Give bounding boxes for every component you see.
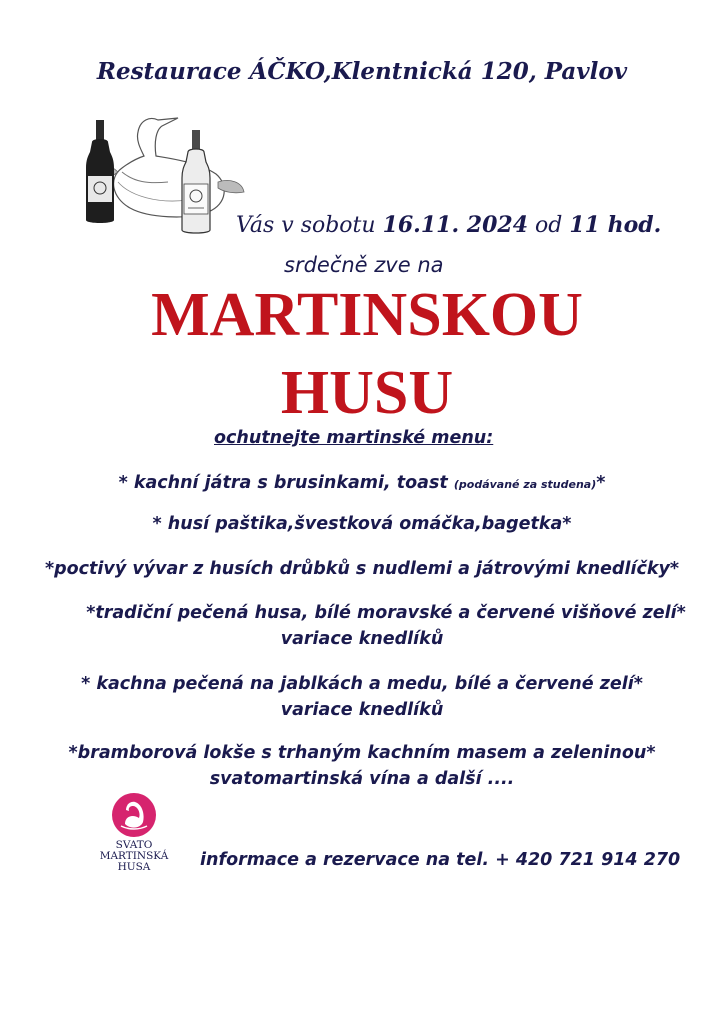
menu-item-pate: * husí paštika,švestková omáčka,bagetka* <box>152 514 572 534</box>
menu-item-liver-text: * kachní játra s brusinkami, toast <box>118 473 454 493</box>
event-title-line1: MARTINSKOU <box>151 281 583 349</box>
menu-item-roast-goose-sides: variace knedlíků <box>280 629 444 649</box>
swan-logo-icon <box>111 792 157 838</box>
menu-item-wines: svatomartinská vína a další .... <box>209 769 515 789</box>
event-title-line2: HUSU <box>280 359 454 427</box>
menu-item-lokse: *bramborová lokše s trhaným kachním masem a zeleninou* <box>68 743 656 763</box>
invitation-subline: srdečně zve na <box>284 253 444 277</box>
contact-info: informace a rezervace na tel. + 420 721 914 270 <box>200 850 681 870</box>
event-time: 11 hod. <box>569 212 662 238</box>
invite-mid: od <box>528 213 570 238</box>
menu-item-liver-end: * <box>596 473 606 493</box>
invite-prefix: Vás v sobotu <box>236 213 383 238</box>
logo-text-line2: MARTINSKÁ <box>99 850 169 862</box>
menu-heading: ochutnejte martinské menu: <box>214 428 494 448</box>
menu-item-duck: * kachna pečená na jablkách a medu, bílé a červené zelí* <box>81 674 643 694</box>
menu-item-soup: *poctivý vývar z husích drůbků s nudlemi a játrovými knedlíčky* <box>44 559 680 579</box>
menu-item-duck-sides: variace knedlíků <box>280 700 444 720</box>
logo-text-line1: SVATO <box>115 839 153 851</box>
logo-text-line3: HUSA <box>117 861 151 873</box>
menu-item-liver <box>0 473 724 493</box>
menu-item-liver-note: (podávané za studena) <box>453 478 597 491</box>
event-date: 16.11. 2024 <box>382 212 529 238</box>
menu-item-roast-goose: *tradiční pečená husa, bílé moravské a červené višňové zelí* <box>86 603 686 623</box>
wine-bottles-goose-illustration <box>78 112 248 242</box>
invitation-line <box>236 212 661 238</box>
restaurant-header: Restaurace ÁČKO,Klentnická 120, Pavlov <box>96 58 628 85</box>
